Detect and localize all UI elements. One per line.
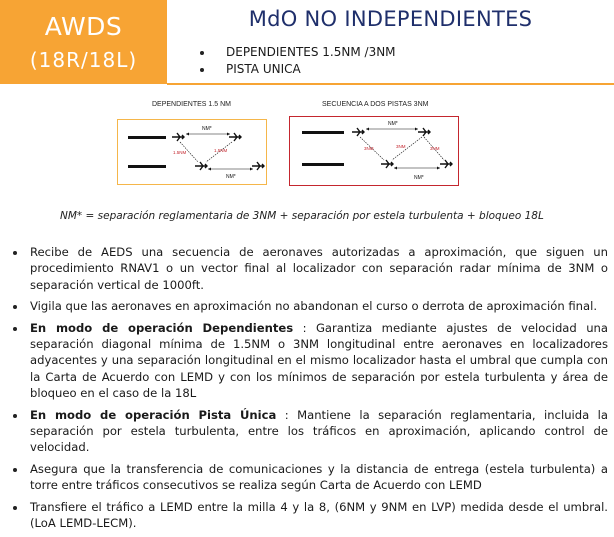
plane-icon [172,133,184,141]
subtitle-item: PISTA UNICA [200,61,396,78]
distance-label: 3NM [396,144,406,149]
diagram-left-title: DEPENDIENTES 1.5 NM [152,101,231,108]
list-item-text: Vigila que las aeronaves en aproximación no abandonan el curso o derrota de aproximación final. [30,299,598,314]
header-underline [167,83,614,85]
subtitle-list [200,44,396,78]
tag-runways: (18R/18L) [29,48,138,72]
diagram-right-drawing [290,117,460,187]
list-item-text: Asegura que la transferencia de comunicaciones y la distancia de entrega (estela turbulenta) a torre entre tráficos consecutivos se realiza según Carta de Acuerdo con LEMD [30,461,608,493]
list-item-text: : Garantiza mediante ajustes de velocidad una separación diagonal mínima de 1.5NM o 3NM longitudinal entre aeronaves en localizadores adyacentes y una separación longitudinal en el mismo localizador hasta el umbral que cumpla con la Carta de Acuerdo con LEMD y con los mínimos de separación por estela turbulenta y área de bloqueo en el caso de la 18L [30,320,609,401]
runway-tag [0,0,167,84]
list-item [0,298,614,314]
list-item-text: : Mantiene la separación reglamentaria, incluida la separación por estela turbulenta, entre los tráficos en aproximación, aplicando control de velocidad. [30,407,608,455]
list-item [0,244,614,293]
plane-icon [440,160,452,168]
list-item [0,320,614,402]
list-item-text: Recibe de AEDS una secuencia de aeronaves autorizadas a aproximación, que siguen un procedimiento RNAV1 o un vector final al localizador con separación radar mínima de 3NM o separación vertical de 1000ft. [30,245,608,292]
subtitle-item: DEPENDIENTES 1.5NM /3NM [200,44,396,61]
distance-label: 1.5NM [214,148,228,153]
list-item-bold: En modo de operación Dependientes [30,320,294,335]
distance-label: 3NM [364,146,374,151]
diagram-right-title: SECUENCIA A DOS PISTAS 3NM [322,101,429,108]
diagram-right [289,116,459,186]
list-item [0,499,614,532]
plane-icon [352,128,364,136]
diagram-left-drawing [118,120,268,186]
distance-label: 1.5NM [173,150,187,155]
distance-label: 3NM [430,146,440,151]
list-item [0,407,614,456]
plane-icon [418,128,430,136]
distance-label: NM* [202,126,212,132]
list-item [0,461,614,494]
distance-label: NM* [388,121,398,127]
distance-label: NM* [226,174,236,180]
plane-icon [252,162,264,170]
procedure-list [0,244,614,537]
header [0,0,614,84]
distance-label: NM* [414,175,424,181]
list-item-text: Transfiere el tráfico a LEMD entre la milla 4 y la 8, (6NM y 9NM en LVP) medida desde el umbral. (LoA LEMD-LECM). [30,499,608,531]
list-item-bold: En modo de operación Pista Única [30,407,277,422]
plane-icon [195,162,207,170]
tag-title: AWDS [44,12,123,41]
separation-note: NM* = separación reglamentaria de 3NM + separación por estela turbulenta + bloqueo 18L [60,210,544,222]
plane-icon [229,133,241,141]
diagram-left [117,119,267,185]
page-title: MdO NO INDEPENDIENTES [248,7,533,31]
plane-icon [381,160,393,168]
